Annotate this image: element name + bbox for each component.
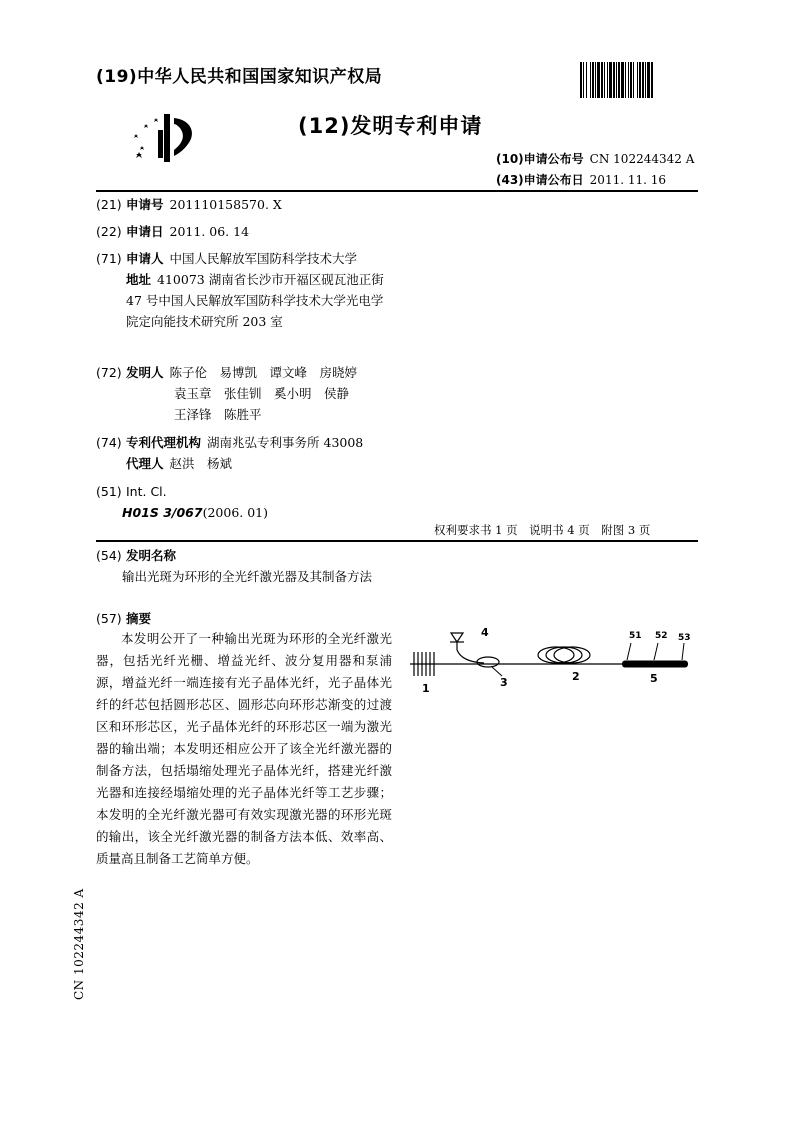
field-code: (21) (96, 197, 122, 212)
field-code: (51) (96, 484, 122, 499)
barcode-bar (601, 62, 603, 98)
barcode-bar (637, 62, 638, 98)
field-code: (72) (96, 365, 122, 380)
figure-label-2: 2 (572, 670, 580, 683)
pages-summary: 权利要求书 1 页 说明书 4 页 附图 3 页 (434, 523, 651, 537)
application-date-label: 申请日 (126, 224, 164, 239)
applicant-label: 申请人 (126, 251, 164, 266)
figure-label-4: 4 (481, 626, 489, 639)
figure-label-3: 3 (500, 676, 508, 689)
barcode-bar (647, 62, 650, 98)
title-heading (96, 545, 176, 566)
application-date-row (96, 221, 249, 242)
applicant: 中国人民解放军国防科学技术大学 (169, 251, 358, 266)
intcl-version: (2006. 01) (202, 505, 268, 520)
applicant-row (96, 248, 357, 269)
abstract-text: 本发明公开了一种输出光斑为环形的全光纤激光器，包括光纤光栅、增益光纤、波分复用器和泵浦源，增益光纤一端连接有光子晶体光纤，光子晶体光纤的纤芯包括圆形芯区、圆形芯向环形芯渐变的过渡区和环形芯区，光子晶体光纤的环形芯区一端为激光器的输出端；本发明还相应公开了该全光纤激光器的制备方法，包括塌缩处理光子晶体光纤，搭建光纤激光器和连接经塌缩处理的光子晶体光纤等工艺步骤；本发明的全光纤激光器可有效实现激光器的环形光斑的输出，该全光纤激光器的制备方法本低、效率高、质量高且制备工艺简单方便。 (96, 631, 392, 866)
inventor-row (96, 362, 357, 383)
publication-date-label: (43)申请公布日 (496, 173, 584, 187)
field-code: (71) (96, 251, 122, 266)
intcl-class-row (122, 502, 268, 523)
address-block (126, 269, 392, 332)
figure-label-51: 51 (629, 631, 642, 641)
barcode-bar (613, 62, 615, 98)
agency: 湖南兆弘专利事务所 43008 (207, 435, 364, 450)
field-code: (22) (96, 224, 122, 239)
barcode-bar (590, 62, 591, 98)
barcode-bar (645, 62, 646, 98)
agent-row (126, 453, 232, 474)
barcode-bar (604, 62, 605, 98)
barcode-bar (580, 62, 582, 98)
application-number-label: 申请号 (126, 197, 164, 212)
barcode-bar (586, 62, 587, 98)
inventors-line: 王泽锋 陈胜平 (174, 407, 262, 422)
barcode (580, 62, 698, 98)
photonic-crystal-fiber (622, 661, 688, 668)
inventors-line: 袁玉章 张佳钏 奚小明 侯静 (174, 386, 350, 401)
barcode-bar (609, 62, 612, 98)
barcode-bar (628, 62, 629, 98)
barcode-bar (583, 62, 584, 98)
barcode-bar (607, 62, 608, 98)
publication-number: CN 102244342 A (589, 152, 695, 166)
publication-date: 2011. 11. 16 (589, 173, 667, 187)
barcode-bar (618, 62, 620, 98)
figure-label-5: 5 (650, 672, 658, 685)
field-code: (57) (96, 611, 122, 626)
patent-office-name: (19)中华人民共和国国家知识产权局 (96, 67, 383, 87)
barcode-bar (633, 62, 634, 98)
publication-date-row (496, 171, 666, 188)
publication-number-label: (10)申请公布号 (496, 152, 584, 166)
application-date: 2011. 06. 14 (169, 224, 250, 239)
title-label: 发明名称 (126, 548, 177, 563)
inventor-label: 发明人 (126, 365, 164, 380)
field-code: (74) (96, 435, 122, 450)
inventors-line: 陈子伦 易博凯 谭文峰 房晓婷 (169, 365, 358, 380)
figure-label-53: 53 (678, 633, 691, 643)
intcl-row (96, 481, 167, 502)
publication-number-row (496, 150, 694, 167)
agency-label: 专利代理机构 (126, 435, 202, 450)
wavelength-division-multiplexer (477, 657, 499, 667)
header-divider (96, 190, 698, 192)
abstract-heading (96, 608, 151, 629)
application-number-row (96, 194, 282, 215)
barcode-bar (625, 62, 626, 98)
field-code: (54) (96, 548, 122, 563)
barcode-bar (616, 62, 617, 98)
barcode-bar (597, 62, 600, 98)
barcode-bar (651, 62, 653, 98)
barcode-bar (630, 62, 632, 98)
barcode-bar (592, 62, 594, 98)
side-publication-number: CN 102244342 A (72, 888, 86, 1000)
agency-row (96, 432, 363, 453)
barcode-bar (642, 62, 644, 98)
figure-label-52: 52 (655, 631, 668, 641)
barcode-bar (595, 62, 596, 98)
address-label: 地址 (126, 272, 152, 287)
address: 410073 湖南省长沙市开福区砚瓦池正街 47 号中国人民解放军国防科学技术大学光电学院定向能技术研究所 203 室 (126, 272, 384, 329)
cnipa-logo-icon (130, 110, 210, 166)
figure-label-1: 1 (422, 682, 430, 695)
barcode-bar (621, 62, 624, 98)
document-type: (12)发明专利申请 (298, 114, 483, 138)
laser-schematic-figure (410, 620, 710, 695)
invention-title: 输出光斑为环形的全光纤激光器及其制备方法 (122, 569, 373, 584)
barcode-bar (639, 62, 641, 98)
intcl-class: H01S 3/067 (122, 505, 203, 520)
agent-label: 代理人 (126, 456, 164, 471)
intcl-label: Int. Cl. (126, 484, 167, 499)
abstract-label: 摘要 (126, 611, 152, 626)
application-number: 201110158570. X (169, 197, 282, 212)
gain-fiber-coil (538, 647, 590, 663)
agent: 赵洪 杨斌 (169, 456, 233, 471)
biblio-divider (96, 540, 698, 542)
